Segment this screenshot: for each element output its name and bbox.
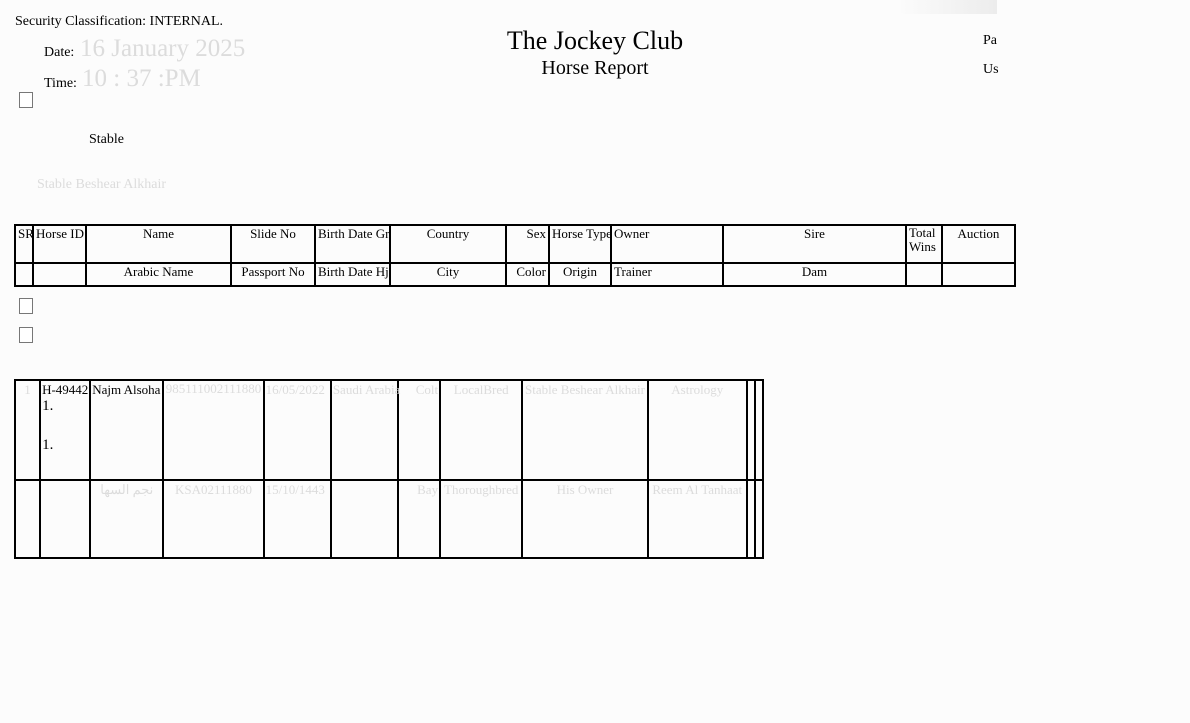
time-label: Time: bbox=[44, 76, 77, 91]
horse-record-table bbox=[14, 379, 764, 559]
header-birth-date-gr: Birth Date Gr bbox=[315, 225, 390, 263]
header-city: City bbox=[390, 263, 506, 286]
record-horse-id: H-49442 bbox=[42, 382, 89, 397]
record-birth-date-gr: 16/05/2022 bbox=[264, 380, 331, 480]
record-empty-4 bbox=[755, 480, 763, 558]
header-auction: Auction bbox=[942, 225, 1015, 263]
record-horse-type: LocalBred bbox=[440, 380, 522, 480]
header-horse-type: Horse Type bbox=[549, 225, 611, 263]
record-origin: Thoroughbred bbox=[440, 480, 522, 558]
report-title: The Jockey Club bbox=[506, 26, 684, 55]
stable-label: Stable bbox=[89, 132, 124, 147]
record-country: Saudi Arabia bbox=[331, 380, 398, 480]
header-row-2 bbox=[15, 263, 1015, 286]
record-birth-date-hj: 15/10/1443 bbox=[264, 480, 331, 558]
record-name: Najm Alsoha bbox=[90, 380, 163, 480]
header-horse-id: Horse ID bbox=[33, 225, 86, 263]
header-trainer: Trainer bbox=[611, 263, 723, 286]
header-sr-2 bbox=[15, 263, 33, 286]
record-color: Bay bbox=[398, 480, 440, 558]
header-color: Color bbox=[506, 263, 549, 286]
header-row-1 bbox=[15, 225, 1015, 263]
page-label: Pa bbox=[983, 33, 997, 48]
record-slide-no: 985111002111880 bbox=[163, 380, 263, 480]
header-slide-no: Slide No bbox=[231, 225, 315, 263]
header-empty-1 bbox=[906, 263, 942, 286]
header-empty-2 bbox=[942, 263, 1015, 286]
list-item-1: 1. bbox=[42, 398, 54, 414]
record-row-2 bbox=[15, 480, 763, 558]
record-empty-3 bbox=[747, 480, 755, 558]
header-country: Country bbox=[390, 225, 506, 263]
header-sr: SR bbox=[15, 225, 33, 263]
stable-value: Stable Beshear Alkhair bbox=[37, 177, 167, 192]
record-sire: Astrology bbox=[648, 380, 747, 480]
record-horse-id-2 bbox=[40, 480, 90, 558]
header-passport-no: Passport No bbox=[231, 263, 315, 286]
header-arabic-name: Arabic Name bbox=[86, 263, 231, 286]
header-dam: Dam bbox=[723, 263, 906, 286]
checkbox-3[interactable] bbox=[19, 327, 33, 343]
report-subtitle: Horse Report bbox=[541, 57, 649, 79]
record-arabic-name: نجم السها bbox=[90, 480, 163, 558]
header-birth-date-hj: Birth Date Hj bbox=[315, 263, 390, 286]
record-owner: Stable Beshear Alkhair bbox=[522, 380, 647, 480]
header-total-wins: Total Wins bbox=[906, 225, 942, 263]
time-value: 10 : 37 :PM bbox=[82, 65, 201, 92]
column-header-table bbox=[14, 224, 1016, 287]
list-item-2: 1. bbox=[42, 437, 54, 453]
record-city bbox=[331, 480, 398, 558]
record-empty-1 bbox=[747, 380, 755, 480]
date-label: Date: bbox=[44, 45, 75, 60]
date-value: 16 January 2025 bbox=[80, 35, 246, 62]
record-passport-no: KSA02111880 bbox=[163, 480, 263, 558]
record-empty-2 bbox=[755, 380, 763, 480]
corner-tab bbox=[897, 0, 997, 14]
record-sr-2 bbox=[15, 480, 40, 558]
header-horse-id-2 bbox=[33, 263, 86, 286]
record-horse-id-cell bbox=[40, 380, 90, 480]
checkbox-2[interactable] bbox=[19, 298, 33, 314]
header-owner: Owner bbox=[611, 225, 723, 263]
record-sex: Colt bbox=[398, 380, 440, 480]
user-label: Us bbox=[983, 62, 999, 77]
record-sr: 1 bbox=[15, 380, 40, 480]
header-name: Name bbox=[86, 225, 231, 263]
record-dam: Reem Al Tanhaat bbox=[648, 480, 747, 558]
checkbox-1[interactable] bbox=[19, 92, 33, 108]
header-sire: Sire bbox=[723, 225, 906, 263]
header-sex: Sex bbox=[506, 225, 549, 263]
record-row-1 bbox=[15, 380, 763, 480]
security-classification: Security Classification: INTERNAL. bbox=[15, 14, 224, 29]
record-trainer: His Owner bbox=[522, 480, 647, 558]
header-origin: Origin bbox=[549, 263, 611, 286]
